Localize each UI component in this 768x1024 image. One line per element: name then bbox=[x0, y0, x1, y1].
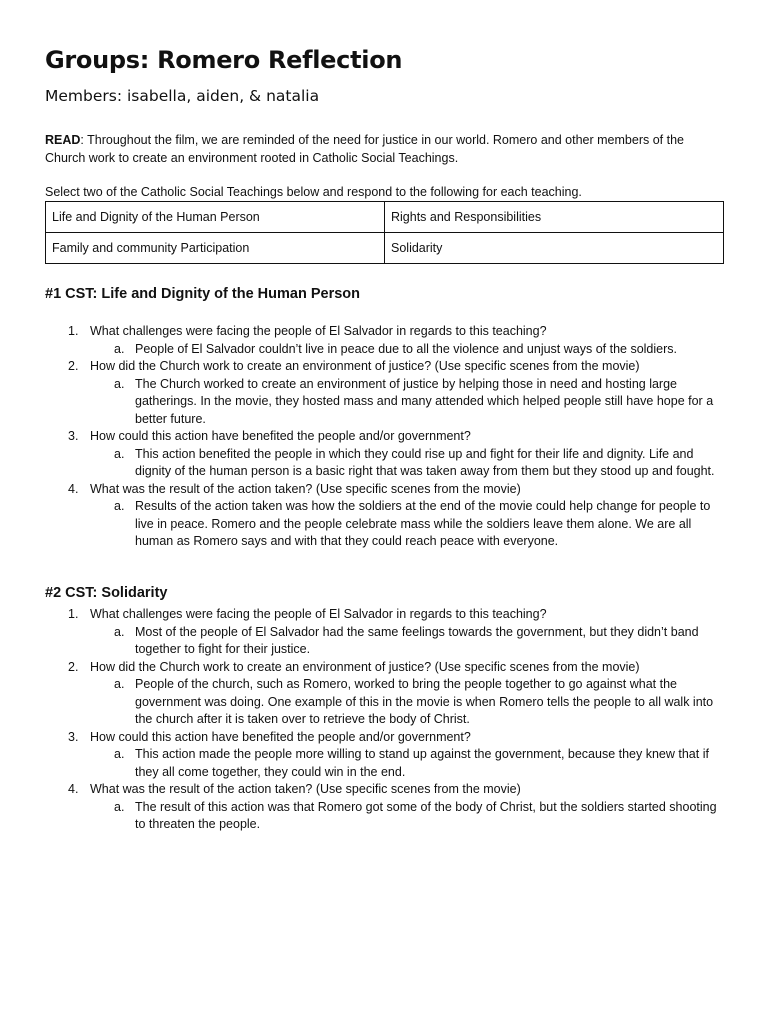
members-line: Members: isabella, aiden, & natalia bbox=[45, 87, 320, 105]
answer-text: The result of this action was that Romero got some of the body of Christ, but the soldiers started shooting to threaten the people. bbox=[135, 799, 717, 831]
question-text: What challenges were facing the people of El Salvador in regards to this teaching? bbox=[90, 607, 547, 621]
answer-item bbox=[45, 498, 725, 551]
question-item bbox=[45, 729, 725, 782]
answer-label: a. bbox=[114, 376, 125, 391]
answer-item bbox=[45, 624, 725, 659]
answer-item bbox=[45, 446, 725, 481]
answer-text: Results of the action taken was how the soldiers at the end of the movie could help change for people to live in peace. Romero and the people celebrate mass while the soldiers leave them alone. We are all human as Romero says and with that they could reach peace with everyone. bbox=[135, 499, 711, 548]
select-instruction: Select two of the Catholic Social Teachings below and respond to the following for each teaching. bbox=[45, 185, 582, 199]
question-text: How did the Church work to create an environment of justice? (Use specific scenes from the movie) bbox=[90, 359, 640, 373]
question-number: 1. bbox=[68, 607, 79, 621]
read-label: READ bbox=[45, 133, 81, 147]
table-cell: Family and community Participation bbox=[46, 233, 385, 264]
answer-text: People of El Salvador couldn’t live in peace due to all the violence and unjust ways of the soldiers. bbox=[135, 341, 677, 356]
answer-item bbox=[45, 676, 725, 729]
answer-label: a. bbox=[114, 799, 125, 814]
question-item bbox=[45, 358, 725, 428]
question-list bbox=[45, 606, 725, 834]
question-text: How could this action have benefited the people and/or government? bbox=[90, 429, 471, 443]
answer-text: Most of the people of El Salvador had the same feelings towards the government, but they didn’t band together to fight for their justice. bbox=[135, 624, 699, 656]
question-number: 1. bbox=[68, 324, 79, 338]
answer-item bbox=[45, 376, 725, 429]
answer-label: a. bbox=[114, 499, 125, 513]
answer-text: This action benefited the people in which they could rise up and fight for their life and dignity. Life and dignity of the human person is a basic right that was taken away from them but they stood up and fought. bbox=[135, 446, 715, 478]
section-heading: #2 CST: Solidarity bbox=[45, 585, 168, 601]
table-cell: Solidarity bbox=[385, 233, 724, 264]
question-number: 4. bbox=[68, 782, 79, 796]
question-item bbox=[45, 481, 725, 551]
question-text: How could this action have benefited the people and/or government? bbox=[90, 729, 471, 744]
question-text: What was the result of the action taken? (Use specific scenes from the movie) bbox=[90, 481, 521, 496]
table-row bbox=[46, 233, 724, 264]
question-number: 3. bbox=[68, 429, 79, 443]
question-number: 4. bbox=[68, 481, 79, 496]
answer-text: This action made the people more willing to stand up against the government, because they knew that if they all come together, they could win in the end. bbox=[135, 747, 709, 779]
question-item bbox=[45, 606, 725, 659]
question-item bbox=[45, 428, 725, 481]
answer-label: a. bbox=[114, 341, 125, 356]
answer-label: a. bbox=[114, 747, 125, 761]
question-item bbox=[45, 781, 725, 834]
teachings-table bbox=[45, 201, 724, 264]
answer-item bbox=[45, 799, 725, 834]
question-item bbox=[45, 323, 725, 358]
question-text: How did the Church work to create an environment of justice? (Use specific scenes from the movie) bbox=[90, 659, 640, 674]
answer-item bbox=[45, 341, 725, 359]
read-text: : Throughout the film, we are reminded of the need for justice in our world. Romero and other members of the Church work to create an environment rooted in Catholic Social Teachings. bbox=[45, 133, 684, 165]
answer-text: The Church worked to create an environment of justice by helping those in need and hosting large gatherings. In the movie, they hosted mass and many attended which helped people still have hope for a better future. bbox=[135, 376, 714, 426]
answer-label: a. bbox=[114, 446, 125, 461]
table-cell: Life and Dignity of the Human Person bbox=[46, 202, 385, 233]
table-cell: Rights and Responsibilities bbox=[385, 202, 724, 233]
answer-item bbox=[45, 746, 725, 781]
question-number: 3. bbox=[68, 729, 79, 744]
answer-label: a. bbox=[114, 677, 125, 691]
question-list bbox=[45, 323, 725, 551]
table-row bbox=[46, 202, 724, 233]
answer-text: People of the church, such as Romero, worked to bring the people together to go against what the government was doing. One example of this in the movie is when Romero tells the people to all walk into the church after it is taken over to retrieve the body of Christ. bbox=[135, 677, 714, 726]
question-number: 2. bbox=[68, 359, 79, 373]
answer-label: a. bbox=[114, 624, 125, 639]
read-paragraph bbox=[45, 132, 725, 167]
question-number: 2. bbox=[68, 659, 79, 674]
section-heading: #1 CST: Life and Dignity of the Human Person bbox=[45, 286, 361, 302]
question-item bbox=[45, 659, 725, 729]
page-title: Groups: Romero Reflection bbox=[45, 46, 403, 74]
question-text: What challenges were facing the people of El Salvador in regards to this teaching? bbox=[90, 324, 547, 338]
question-text: What was the result of the action taken? (Use specific scenes from the movie) bbox=[90, 782, 521, 796]
